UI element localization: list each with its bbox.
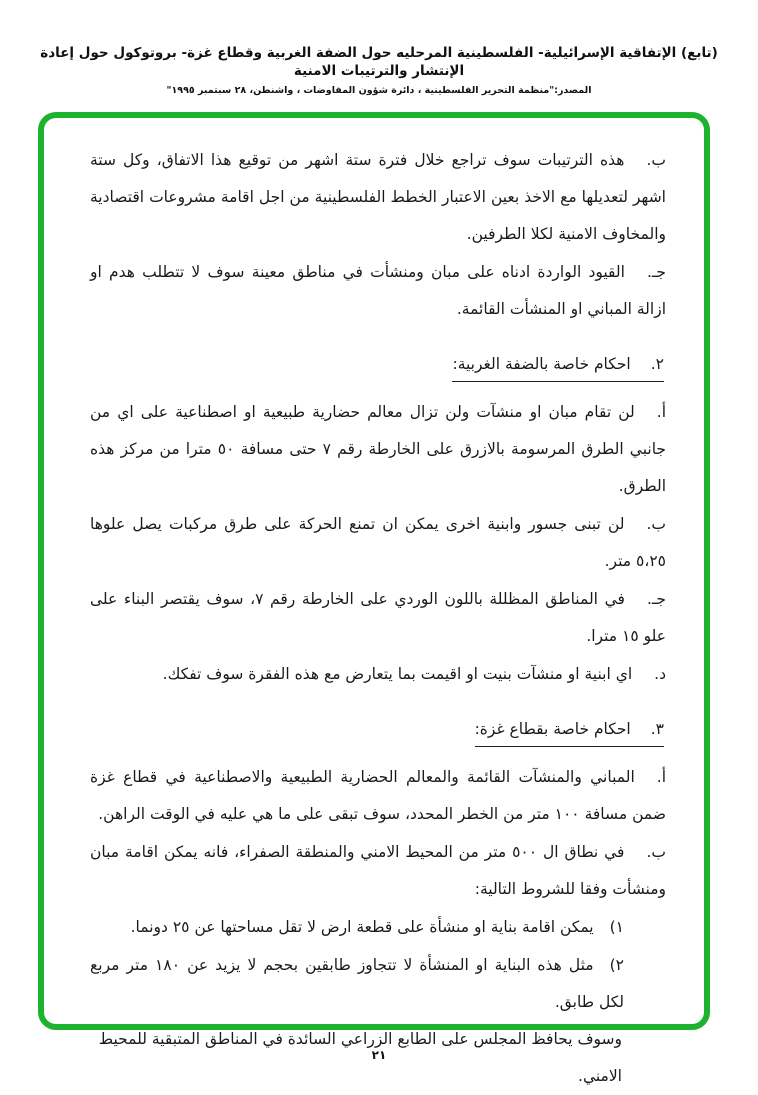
list-item <box>90 506 666 580</box>
item-text: يمكن اقامة بناية او منشأة على قطعة ارض لا تقل مساحتها عن ٢٥ دونما. <box>130 918 594 936</box>
page-header <box>20 44 738 96</box>
item-marker: ١) <box>609 918 624 936</box>
list-item <box>90 834 666 908</box>
item-marker: ب. <box>646 515 666 533</box>
sub-list-item <box>90 947 624 1021</box>
list-item <box>90 656 666 693</box>
page-number: ٢١ <box>371 1048 387 1062</box>
item-marker: أ. <box>656 403 666 421</box>
section-title: احكام خاصة بالضفة الغربية: <box>452 355 631 373</box>
item-marker: ٢) <box>609 956 624 974</box>
item-marker: أ. <box>656 768 666 786</box>
section-heading <box>90 349 664 382</box>
document-title: (تابع) الإتفاقية الإسرائيلية- الفلسطينية المرحليه حول الضفة الغربية وقطاع غزة- بروتوكول حول إعادة الإنتشار والترتيبات الامنية <box>40 45 718 80</box>
item-marker: د. <box>654 665 666 683</box>
list-item <box>90 394 666 505</box>
section-title: احكام خاصة بقطاع غزة: <box>474 720 631 738</box>
item-text: اي ابنية او منشآت بنيت او اقيمت بما يتعارض مع هذه الفقرة سوف تفكك. <box>162 665 633 683</box>
list-item <box>90 759 666 833</box>
item-text: المباني والمنشآت القائمة والمعالم الحضارية الطبيعية والاصطناعية في قطاع غزة ضمن مسافة ١٠٠ متر من الخطر المحدد، سوف تبقى على ما هي عليه في الوقت الراهن. <box>90 768 666 823</box>
section-number: ٣. <box>650 720 664 738</box>
item-marker: جـ. <box>646 590 666 608</box>
item-text: في نطاق ال ٥٠٠ متر من المحيط الامني والمنطقة الصفراء، فانه يمكن اقامة مبان ومنشأت وفقا للشروط التالية: <box>90 843 666 898</box>
list-item <box>90 142 666 253</box>
document-source-line: المصدر:"منظمة التحرير الفلسطينية ، دائرة شؤون المفاوضات ، واشنطن، ٢٨ سبتمبر ١٩٩٥" <box>166 85 592 97</box>
item-marker: جـ. <box>646 263 666 281</box>
section-heading-underline <box>452 349 664 382</box>
item-text: لن تقام مبان او منشآت ولن تزال معالم حضارية طبيعية او اصطناعية على اي من جانبي الطرق المرسومة بالازرق على الخارطة رقم ٧ حتى مسافة ٥٠ مترا من مركز هذه الطرق. <box>90 403 667 495</box>
section-number: ٢. <box>650 355 664 373</box>
closing-statement: وسوف يحافظ المجلس على الطابع الزراعي السائدة في المناطق المتبقية للمحيط الامني. <box>98 1030 622 1085</box>
item-text: في المناطق المظللة باللون الوردي على الخارطة رقم ٧، سوف يقتصر البناء على علو ١٥ مترا. <box>90 590 666 645</box>
section-heading-underline <box>475 714 664 747</box>
section-heading <box>90 714 664 747</box>
item-text: القيود الواردة ادناه على مبان ومنشأت في مناطق معينة سوف لا تتطلب هدم او ازالة المباني او المنشأت القائمة. <box>90 263 666 318</box>
list-item <box>90 581 666 655</box>
item-marker: ب. <box>646 151 666 169</box>
sub-list-item <box>90 909 624 946</box>
list-item <box>90 254 666 328</box>
item-text: مثل هذه البناية او المنشأة لا تتجاوز طابقين بحجم لا يزيد عن ١٨٠ متر مربع لكل طابق. <box>90 956 624 1011</box>
item-text: لن تبنى جسور وابنية اخرى يمكن ان تمنع الحركة على طرق مركبات يصل علوها ٥،٢٥ متر. <box>90 515 666 570</box>
item-marker: ب. <box>646 843 666 861</box>
item-text: هذه الترتيبات سوف تراجع خلال فترة ستة اشهر من توقيع هذا الاتفاق، وكل ستة اشهر لتعديلها مع الاخذ بعين الاعتبار الخطط الفلسطينية من اجل اقامة مشروعات اقتصادية والمخاوف الامنية لكلا الطرفين. <box>90 151 666 243</box>
